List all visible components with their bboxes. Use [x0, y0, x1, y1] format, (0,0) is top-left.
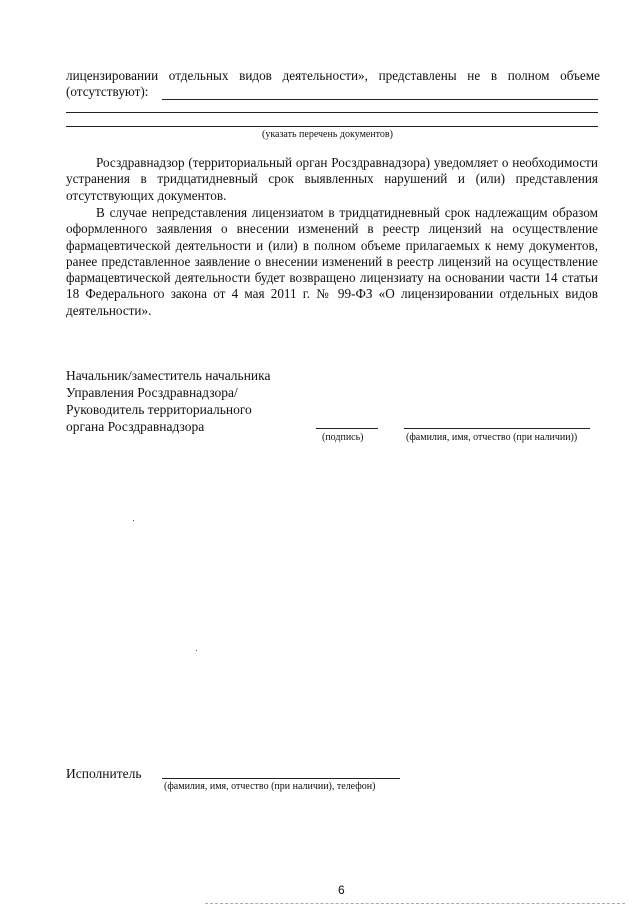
signature-line	[316, 428, 378, 429]
return-paragraph: В случае непредставления лицензиатом в тридцатидневный срок надлежащим образом оформленного заявления о внесении изменений в реестр лицензий на осуществление фармацевтической деятельности и (или) в полном объеме прилагаемых к нему документов, ранее представленное заявление о внесении изменений в реестр лицензий на осуществление фармацевтической деятельности будет возвращено лицензиату на основании части 14 статьи 18 Федерального закона от 4 мая 2011 г. № 99-ФЗ «О лицензировании отдельных видов деятельности».	[66, 205, 598, 318]
signer-line-2: Управления Росздравнадзора/	[66, 385, 238, 400]
scan-dot	[196, 650, 197, 651]
scan-bottom-edge	[205, 903, 625, 904]
signer-line-1: Начальник/заместитель начальника	[66, 368, 271, 383]
notice-paragraph: Росздравнадзор (территориальный орган Росздравнадзора) уведомляет о необходимости устранения в тридцатидневный срок выявленных нарушений и (или) представления отсутствующих документов.	[66, 155, 598, 203]
fio-caption: (фамилия, имя, отчество (при наличии))	[406, 432, 578, 443]
fill-line-2	[66, 112, 598, 113]
scan-dot	[133, 520, 134, 521]
executor-label: Исполнитель	[66, 766, 142, 781]
executor-line	[162, 778, 400, 779]
page-number: 6	[338, 883, 345, 897]
fill-line-3	[66, 126, 598, 127]
fill-line-1	[162, 99, 598, 100]
fio-line	[404, 428, 590, 429]
signer-title-block	[66, 367, 271, 435]
signer-line-4: органа Росздравнадзора	[66, 419, 205, 434]
signature-caption: (подпись)	[322, 432, 364, 443]
para0-line2: (отсутствуют):	[66, 84, 149, 99]
para0-line1: лицензировании отдельных видов деятельности», представлены не в полном объеме	[66, 68, 600, 83]
documents-list-caption: (указать перечень документов)	[262, 129, 393, 140]
executor-caption: (фамилия, имя, отчество (при наличии), телефон)	[164, 781, 376, 792]
signer-line-3: Руководитель территориального	[66, 402, 252, 417]
